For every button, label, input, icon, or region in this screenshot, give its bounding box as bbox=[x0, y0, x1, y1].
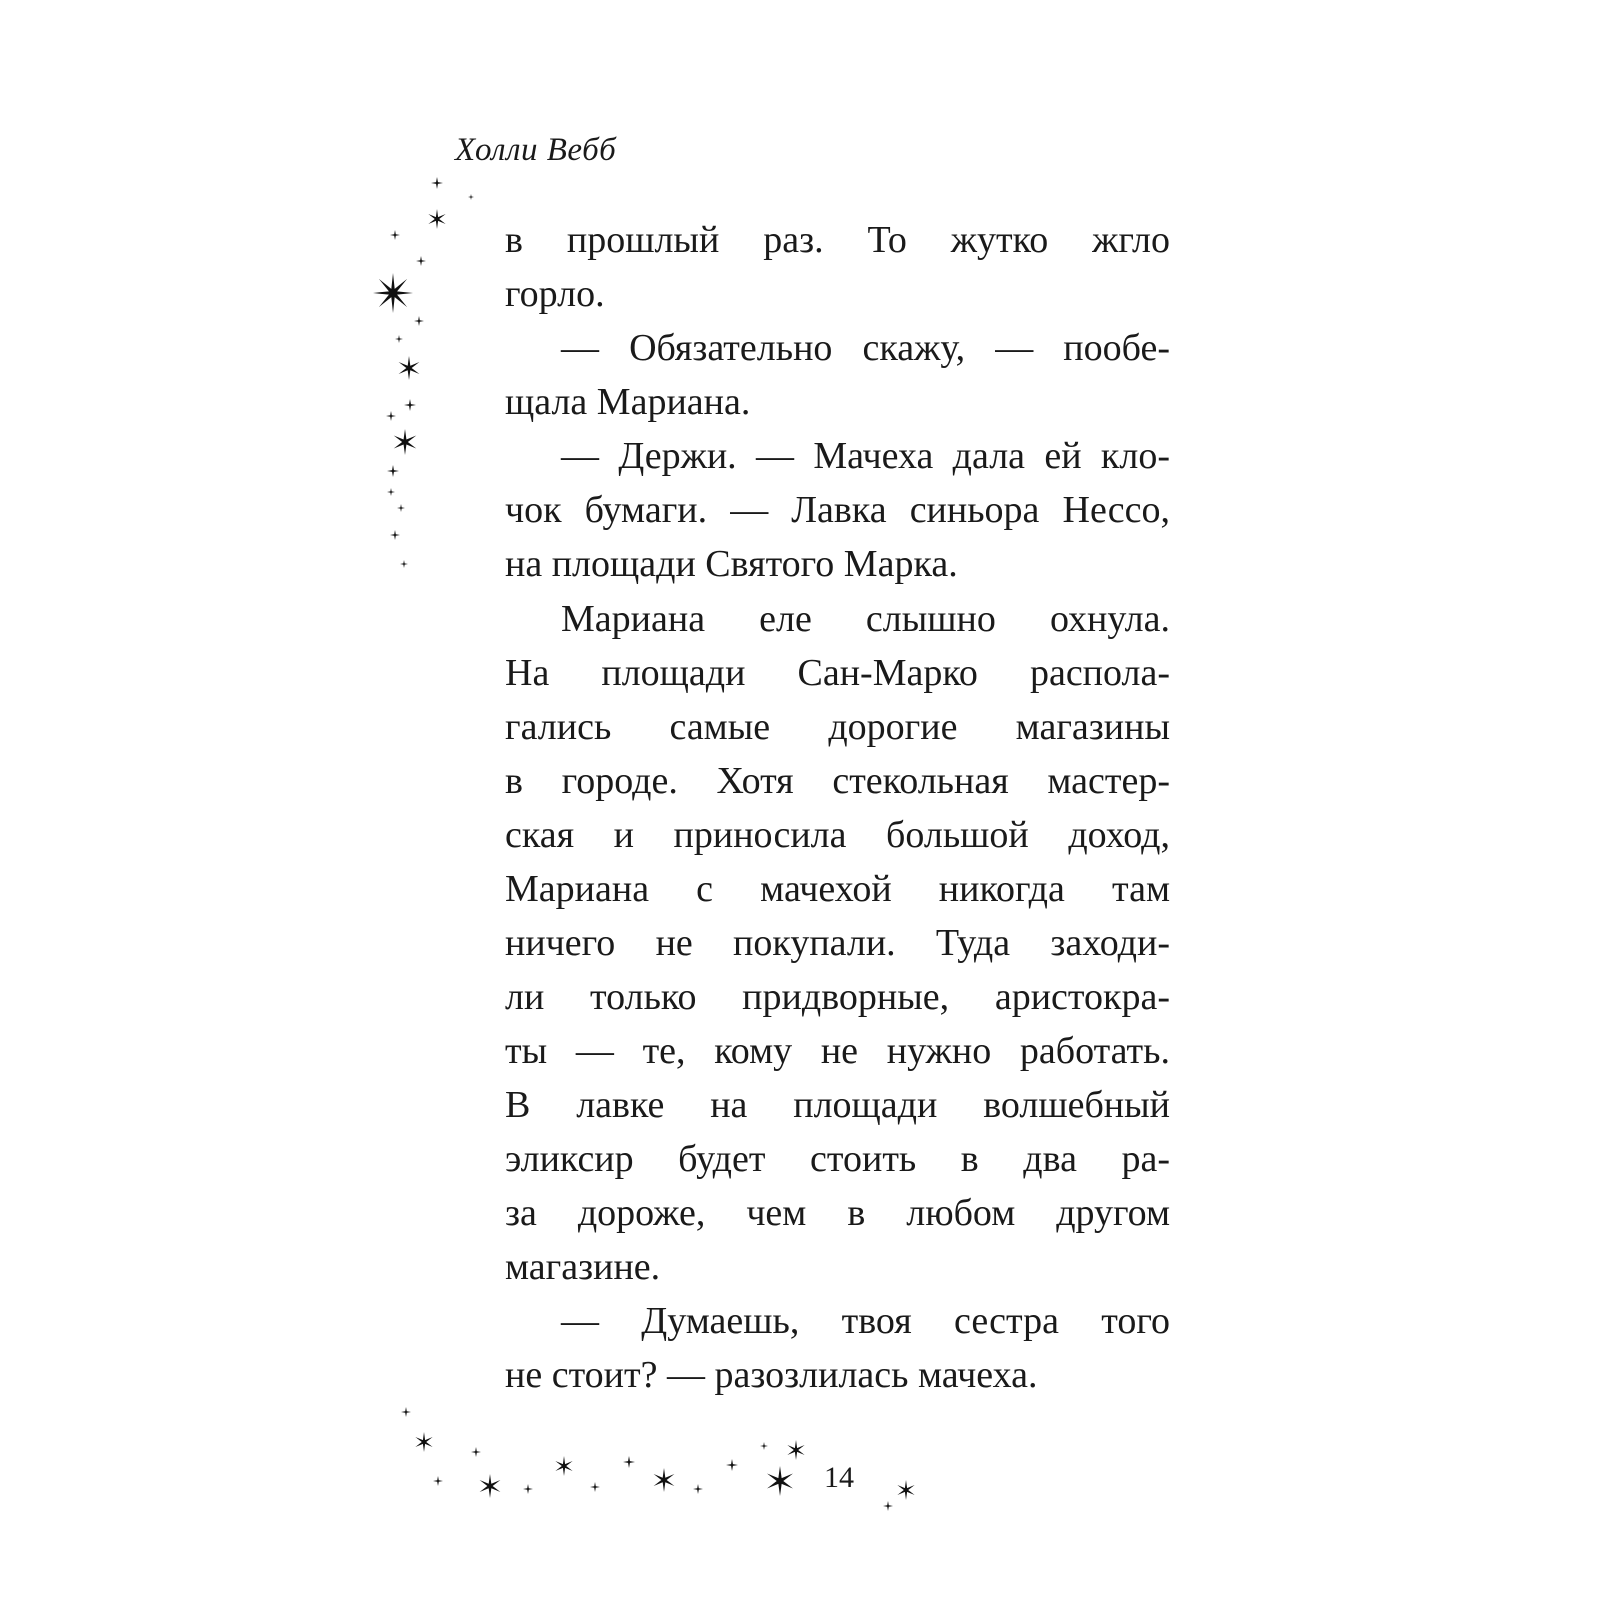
star-ornament-icon bbox=[897, 1480, 914, 1500]
star-ornament-icon bbox=[387, 465, 399, 477]
star-ornament-icon bbox=[414, 316, 424, 326]
text-line: горло. bbox=[505, 273, 605, 315]
star-ornament-icon bbox=[726, 1459, 738, 1471]
star-ornament-icon bbox=[373, 273, 413, 313]
text-line: в прошлый раз. То жутко жгло bbox=[505, 219, 1170, 261]
star-ornament-icon bbox=[394, 429, 417, 455]
star-ornament-icon bbox=[397, 504, 405, 512]
text-line: На площади Сан-Марко распола- bbox=[505, 652, 1170, 694]
text-line: — Думаешь, твоя сестра того bbox=[561, 1300, 1170, 1342]
text-line: ли только придворные, аристокра- bbox=[505, 976, 1170, 1018]
star-ornament-icon bbox=[623, 1456, 635, 1468]
text-line: чок бумаги. — Лавка синьора Нессо, bbox=[505, 489, 1170, 531]
star-ornament-icon bbox=[555, 1456, 572, 1476]
running-head-author: Холли Вебб bbox=[455, 132, 617, 168]
text-line: Мариана с мачехой никогда там bbox=[505, 868, 1170, 910]
text-line: не стоит? — разозлилась мачеха. bbox=[505, 1354, 1038, 1396]
text-line: за дороже, чем в любом другом bbox=[505, 1192, 1170, 1234]
star-ornament-icon bbox=[883, 1501, 893, 1511]
star-ornament-icon bbox=[400, 560, 408, 568]
text-line: — Обязательно скажу, — пообе- bbox=[561, 327, 1170, 369]
text-line: В лавке на площади волшебный bbox=[505, 1084, 1170, 1126]
star-ornament-icon bbox=[428, 209, 445, 229]
star-ornament-icon bbox=[415, 1432, 432, 1452]
star-ornament-icon bbox=[523, 1484, 533, 1494]
star-ornament-icon bbox=[760, 1442, 768, 1450]
text-line: гались самые дорогие магазины bbox=[505, 706, 1170, 748]
star-ornament-icon bbox=[433, 1476, 443, 1486]
star-ornament-icon bbox=[480, 1474, 501, 1498]
star-ornament-icon bbox=[399, 356, 420, 380]
star-ornament-icon bbox=[390, 530, 400, 540]
star-ornament-icon bbox=[767, 1466, 793, 1496]
text-line: ты — те, кому не нужно работать. bbox=[505, 1030, 1170, 1072]
text-line: Мариана еле слышно охнула. bbox=[561, 598, 1170, 640]
star-ornament-icon bbox=[693, 1484, 703, 1494]
star-ornament-icon bbox=[387, 488, 395, 496]
text-line: магазине. bbox=[505, 1246, 661, 1288]
star-ornament-icon bbox=[590, 1482, 600, 1492]
star-ornament-icon bbox=[471, 1447, 481, 1457]
text-line: в городе. Хотя стекольная мастер- bbox=[505, 760, 1170, 802]
text-line: на площади Святого Марка. bbox=[505, 543, 958, 585]
text-line: щала Мариана. bbox=[505, 381, 751, 423]
star-ornament-icon bbox=[395, 335, 403, 343]
star-ornament-icon bbox=[401, 1407, 411, 1417]
page-number: 14 bbox=[824, 1461, 854, 1494]
text-line: ничего не покупали. Туда заходи- bbox=[505, 922, 1170, 964]
star-ornament-icon bbox=[416, 256, 426, 266]
star-ornament-icon bbox=[431, 177, 443, 189]
star-ornament-icon bbox=[468, 194, 474, 200]
star-ornament-icon bbox=[787, 1440, 804, 1460]
star-ornament-icon bbox=[404, 399, 416, 411]
text-line: — Держи. — Мачеха дала ей кло- bbox=[561, 435, 1170, 477]
text-line: ская и приносила большой доход, bbox=[505, 814, 1170, 856]
star-ornament-icon bbox=[386, 411, 396, 421]
text-line: эликсир будет стоить в два ра- bbox=[505, 1138, 1170, 1180]
star-ornament-icon bbox=[390, 230, 400, 240]
star-ornament-icon bbox=[654, 1468, 675, 1492]
